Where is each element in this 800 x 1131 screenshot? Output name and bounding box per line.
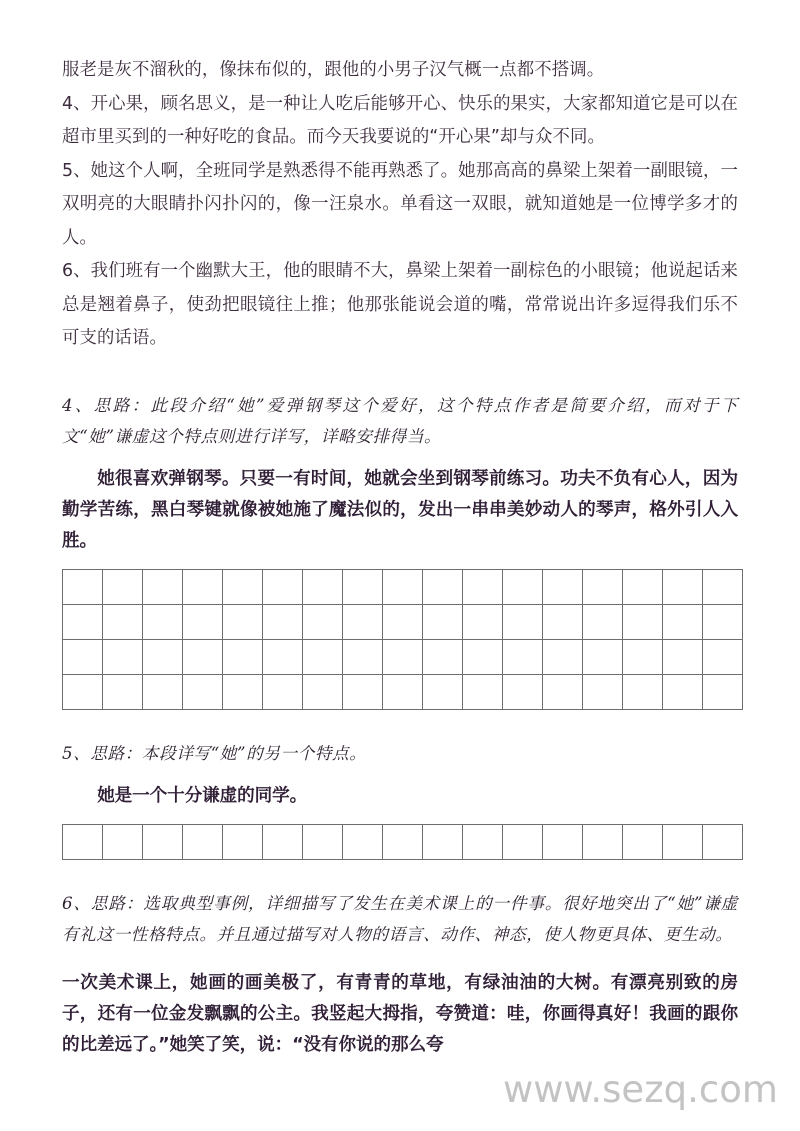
writing-grid-cell[interactable] bbox=[583, 604, 623, 639]
writing-grid-cell[interactable] bbox=[583, 639, 623, 674]
writing-grid-cell[interactable] bbox=[183, 639, 223, 674]
writing-grid-cell[interactable] bbox=[543, 639, 583, 674]
writing-grid-cell[interactable] bbox=[303, 674, 343, 709]
writing-grid-cell[interactable] bbox=[263, 824, 303, 859]
writing-grid-cell[interactable] bbox=[663, 639, 703, 674]
writing-grid-cell[interactable] bbox=[183, 569, 223, 604]
paragraph-item-6: 6、我们班有一个幽默大王，他的眼睛不大，鼻梁上架着一副棕色的小眼镜；他说起话来总是翘着鼻子，使劲把眼镜往上推；他那张能说会道的嘴，常常说出许多逗得我们乐不可支的话语。 bbox=[62, 261, 738, 348]
writing-grid-cell[interactable] bbox=[263, 569, 303, 604]
writing-grid-cell[interactable] bbox=[263, 639, 303, 674]
writing-grid-cell[interactable] bbox=[383, 674, 423, 709]
writing-grid-cell[interactable] bbox=[463, 639, 503, 674]
spacer bbox=[62, 812, 738, 824]
writing-grid-cell[interactable] bbox=[143, 569, 183, 604]
writing-grid-cell[interactable] bbox=[423, 569, 463, 604]
writing-grid-row bbox=[63, 824, 743, 859]
writing-grid-cell[interactable] bbox=[143, 639, 183, 674]
section-spacer bbox=[62, 860, 738, 888]
writing-grid-cell[interactable] bbox=[103, 824, 143, 859]
writing-grid-cell[interactable] bbox=[623, 569, 663, 604]
writing-grid-row bbox=[63, 569, 743, 604]
writing-grid-cell[interactable] bbox=[623, 824, 663, 859]
writing-grid-cell[interactable] bbox=[343, 674, 383, 709]
section-6-sample-answer: 一次美术课上，她画的画美极了，有青青的草地，有绿油油的大树。有漂亮别致的房子，还有一位金发飘飘的公主。我竖起大拇指，夸赞道：哇，你画得真好！我画的跟你的比差远了。”她笑了笑，说：“没有你说的那么夸 bbox=[62, 972, 738, 1055]
writing-grid-cell[interactable] bbox=[383, 824, 423, 859]
spacer bbox=[62, 950, 738, 968]
writing-grid-cell[interactable] bbox=[503, 674, 543, 709]
writing-grid-cell[interactable] bbox=[303, 569, 343, 604]
writing-grid-cell[interactable] bbox=[103, 639, 143, 674]
writing-grid-4rows[interactable] bbox=[62, 569, 743, 710]
writing-grid-cell[interactable] bbox=[503, 824, 543, 859]
writing-grid-cell[interactable] bbox=[423, 639, 463, 674]
writing-grid-cell[interactable] bbox=[63, 824, 103, 859]
writing-grid-cell[interactable] bbox=[183, 604, 223, 639]
writing-grid-cell[interactable] bbox=[663, 674, 703, 709]
writing-grid-cell[interactable] bbox=[423, 604, 463, 639]
writing-grid-cell[interactable] bbox=[103, 674, 143, 709]
writing-grid-cell[interactable] bbox=[63, 639, 103, 674]
writing-grid-cell[interactable] bbox=[103, 604, 143, 639]
writing-grid-cell[interactable] bbox=[703, 824, 743, 859]
writing-grid-cell[interactable] bbox=[583, 569, 623, 604]
writing-grid-cell[interactable] bbox=[543, 824, 583, 859]
writing-grid-cell[interactable] bbox=[143, 674, 183, 709]
writing-grid-cell[interactable] bbox=[463, 569, 503, 604]
writing-grid-cell[interactable] bbox=[223, 824, 263, 859]
writing-grid-cell[interactable] bbox=[463, 604, 503, 639]
section-5 bbox=[62, 738, 738, 860]
writing-grid-cell[interactable] bbox=[623, 674, 663, 709]
writing-grid-cell[interactable] bbox=[663, 604, 703, 639]
writing-grid-cell[interactable] bbox=[583, 824, 623, 859]
document-content bbox=[62, 54, 738, 1061]
section-5-writing-grid-wrapper bbox=[62, 824, 738, 860]
section-4 bbox=[62, 390, 738, 710]
writing-grid-cell[interactable] bbox=[543, 569, 583, 604]
section-4-writing-grid-wrapper bbox=[62, 569, 738, 710]
writing-grid-cell[interactable] bbox=[703, 569, 743, 604]
paragraph-item-5: 5、她这个人啊，全班同学是熟悉得不能再熟悉了。她那高高的鼻梁上架着一副眼镜，一双明亮的大眼睛扑闪扑闪的，像一汪泉水。单看这一双眼，就知道她是一位博学多才的人。 bbox=[62, 160, 738, 248]
writing-grid-cell[interactable] bbox=[263, 674, 303, 709]
writing-grid-cell[interactable] bbox=[63, 674, 103, 709]
writing-grid-cell[interactable] bbox=[463, 824, 503, 859]
writing-grid-cell[interactable] bbox=[543, 604, 583, 639]
writing-grid-cell[interactable] bbox=[503, 604, 543, 639]
writing-grid-1row[interactable] bbox=[62, 824, 743, 860]
section-spacer bbox=[62, 356, 738, 390]
writing-grid-cell[interactable] bbox=[143, 604, 183, 639]
writing-grid-body bbox=[63, 569, 743, 709]
writing-grid-cell[interactable] bbox=[503, 639, 543, 674]
writing-grid-cell[interactable] bbox=[583, 674, 623, 709]
writing-grid-cell[interactable] bbox=[143, 824, 183, 859]
writing-grid-cell[interactable] bbox=[383, 569, 423, 604]
writing-grid-cell[interactable] bbox=[63, 569, 103, 604]
section-4-silu-text: 4、思路：此段介绍“她”爱弹钢琴这个爱好，这个特点作者是简要介绍，而对于下文“她”谦虚这个特点则进行详写，详略安排得当。 bbox=[62, 395, 738, 446]
writing-grid-row bbox=[63, 639, 743, 674]
writing-grid-cell[interactable] bbox=[223, 604, 263, 639]
section-6-silu-text: 6、思路：选取典型事例，详细描写了发生在美术课上的一件事。很好地突出了“她”谦虚有礼这一性格特点。并且通过描写对人物的语言、动作、神态，使人物更具体、更生动。 bbox=[62, 893, 738, 944]
writing-grid-cell[interactable] bbox=[303, 639, 343, 674]
writing-grid-cell[interactable] bbox=[303, 824, 343, 859]
writing-grid-cell[interactable] bbox=[303, 604, 343, 639]
writing-grid-cell[interactable] bbox=[103, 569, 143, 604]
writing-grid-cell[interactable] bbox=[703, 674, 743, 709]
writing-grid-cell[interactable] bbox=[663, 569, 703, 604]
site-watermark: www.sezq.com bbox=[503, 1068, 778, 1111]
writing-grid-cell[interactable] bbox=[423, 674, 463, 709]
writing-grid-cell[interactable] bbox=[383, 639, 423, 674]
writing-grid-cell[interactable] bbox=[703, 639, 743, 674]
section-5-sample-answer: 她是一个十分谦虚的同学。 bbox=[97, 785, 308, 806]
section-5-silu-text: 5、思路：本段详写“她”的另一个特点。 bbox=[62, 743, 367, 763]
writing-grid-cell[interactable] bbox=[343, 604, 383, 639]
writing-grid-cell[interactable] bbox=[423, 824, 463, 859]
writing-grid-cell[interactable] bbox=[183, 674, 223, 709]
writing-grid-cell[interactable] bbox=[503, 569, 543, 604]
writing-grid-cell[interactable] bbox=[463, 674, 503, 709]
section-6 bbox=[62, 888, 738, 1061]
writing-grid-cell[interactable] bbox=[63, 604, 103, 639]
paragraph-continuation: 服老是灰不溜秋的，像抹布似的，跟他的小男子汉气概一点都不搭调。 bbox=[62, 60, 605, 80]
writing-grid-cell[interactable] bbox=[183, 824, 223, 859]
spacer bbox=[62, 557, 738, 569]
writing-grid-cell[interactable] bbox=[343, 824, 383, 859]
writing-grid-cell[interactable] bbox=[223, 674, 263, 709]
paragraph-item-4: 4、开心果，顾名思义，是一种让人吃后能够开心、快乐的果实，大家都知道它是可以在超市里买到的一种好吃的食品。而今天我要说的“开心果”却与众不同。 bbox=[62, 93, 738, 147]
spacer bbox=[62, 769, 738, 781]
writing-grid-row bbox=[63, 674, 743, 709]
writing-grid-cell[interactable] bbox=[703, 604, 743, 639]
writing-grid-cell[interactable] bbox=[543, 674, 583, 709]
section-4-sample-answer: 她很喜欢弹钢琴。只要一有时间，她就会坐到钢琴前练习。功夫不负有心人，因为勤学苦练，黑白琴键就像被她施了魔法似的，发出一串串美妙动人的琴声，格外引人入胜。 bbox=[62, 468, 738, 551]
writing-grid-cell[interactable] bbox=[623, 604, 663, 639]
writing-grid-body bbox=[63, 824, 743, 859]
writing-grid-cell[interactable] bbox=[383, 604, 423, 639]
writing-grid-cell[interactable] bbox=[663, 824, 703, 859]
writing-grid-row bbox=[63, 604, 743, 639]
writing-grid-cell[interactable] bbox=[343, 639, 383, 674]
writing-grid-cell[interactable] bbox=[343, 569, 383, 604]
writing-grid-cell[interactable] bbox=[223, 639, 263, 674]
writing-grid-cell[interactable] bbox=[263, 604, 303, 639]
writing-grid-cell[interactable] bbox=[223, 569, 263, 604]
section-spacer bbox=[62, 710, 738, 738]
spacer bbox=[62, 452, 738, 464]
writing-grid-cell[interactable] bbox=[623, 639, 663, 674]
